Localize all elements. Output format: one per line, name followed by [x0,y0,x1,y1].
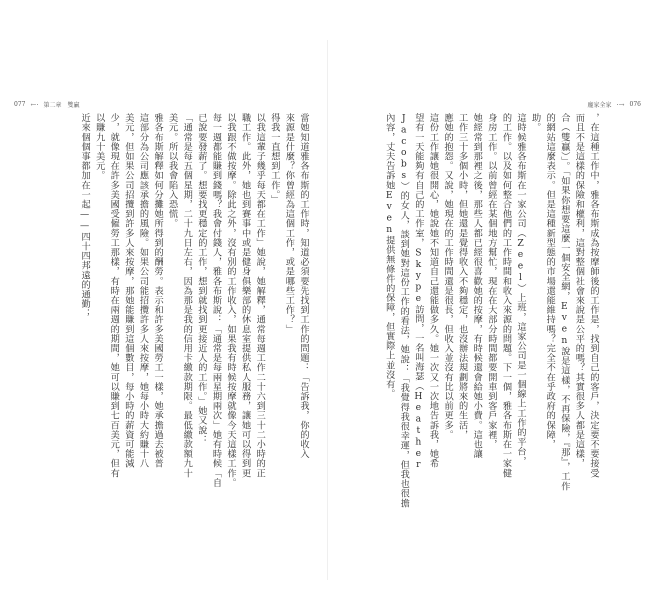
left-column: 這部分為公司應該承擔的風險。如果公司能招攬許多人來按摩，她每小時大約賺十八 [137,113,149,469]
right-column: 而且不是這樣的保險和權利，這對整個社會來說是公平的嗎？其實很多人都是這樣， [573,113,585,469]
left-column: 得我一直想到工作。」 [268,113,280,205]
right-text-columns [348,113,598,553]
left-column: 美元。所以我會陷入恐慌。 [166,113,178,229]
left-column: 職工作。此外，她也到賽事中或是健身俱樂部的休息室提供私人服務，讓她可以得到更 [239,113,251,478]
left-page-number: 077 [14,101,26,108]
right-page-number: 076 [629,101,641,108]
left-column: 以我這輩子幾乎每天都在工作」她說，她解釋，通常每週工作二十六到三十二小時的正 [254,113,266,478]
right-column: 合（雙贏）」。「如果你想要這麼一個安全網，Even說是這樣，不再保險，『那』，工作 [558,113,570,491]
right-column: 工作三十多個小時，但她還是覺得收入不夠穩定，也沒辦法規劃將來的生活， [456,113,468,440]
right-page [328,0,655,609]
left-arrow-icon: ←· [30,100,39,109]
left-column: 少，就像現在許多美國受僱勞工那樣，有時在兩週的期間，她可以賺到七百美元，但有 [108,113,120,478]
right-column: 身房工作。以前曾經在某個地方幫忙，現在在大部分時間都要開車到客戶家裡， [485,113,497,449]
right-column: 應她的抱怨。又說，她現在的工作時間還是很長，但收入並沒有比以前更多。 [442,113,454,440]
left-column: 雅各布斯解釋如何分攤她所得到的酬勞。表示和許多美國勞工一樣，她承擔過去被普 [152,113,164,469]
right-column: 她經常到那裡之後，那些人都已經很喜歡她的按摩，有時候還會給她小費。這也讓 [471,113,483,459]
left-column: 近來個個事都加在一起——四十四邦遠的通勤； [79,113,91,319]
left-running-header [14,100,80,109]
left-column: 當她知道雅各布斯的工作時，知道必須要先找到工作的問題：「告訴我，你的收入 [298,113,309,459]
left-column: 以賺九十美元。 [93,113,105,181]
right-column: 的網站這麼表示。但是這種新型態的市場還能維持嗎？完全不在乎政府的保障， [544,113,556,449]
right-running-header [587,100,641,109]
left-column: 以我跟不做按摩。除此之外，沒有別的工作收入，如果我有時候按摩就像今天這樣工作。 [225,113,237,488]
right-page-title: 龐家全家 [587,102,612,109]
left-column: 「通常是每五個星期，二十九日左右，因為那是我的信用卡繳款期限。最低繳款額九十 [181,113,193,478]
right-column: 內容，丈夫告訴她Even提供無條件的保障，但實際上並沒有。 [383,113,395,399]
right-column: 這時候雅各布斯在一家公司（Zeel）上班，這家公司是一個線上工作的平台， [515,113,527,466]
left-text-columns [38,113,308,553]
right-column: 望有一天能夠有自己的工作室，Skype訪問，一名叫海瑟（Heather [412,113,424,471]
right-column: Jacobs）的女人，談到她對這份工作的看法，她說：「我覺得我很幸運，但我也很擔 [398,113,410,508]
right-column: 助。 [529,113,541,133]
right-column: 的工作。以及如何整合他們的工作時間和收入來源的問題。下一個，雅各布斯在一家健 [500,113,512,478]
left-chapter-title: 第二章 雙贏 [43,102,80,109]
left-column: 來源是什麼？你曾經為這個工作，或是哪些工作？」 [283,113,295,334]
right-arrow-icon: ·→ [616,100,625,109]
right-column: ，在這種工作中，雅各布斯成為按摩師後的工作是，找到自己的客戶，決定要不要接受 [588,113,599,478]
left-column: 每一週都能賺到錢嗎？我會付錢人，雅各布斯說：「通常是每兩星期兩次」她有時候「自 [210,113,222,488]
left-page [0,0,327,609]
right-column: 這份工作讓她很開心，她說她不知道自己還能做多久。她一次又一次地告訴我，她希 [427,113,439,469]
left-column: 已說要發薪了。想要找更穩定的工作，想到就找到更接近人的工作。」她又說： [195,113,207,445]
left-column: 美元，但如果公司招攬到許多人來按摩，那她能賺到這個數目，每小時的薪資可能減 [122,113,134,469]
